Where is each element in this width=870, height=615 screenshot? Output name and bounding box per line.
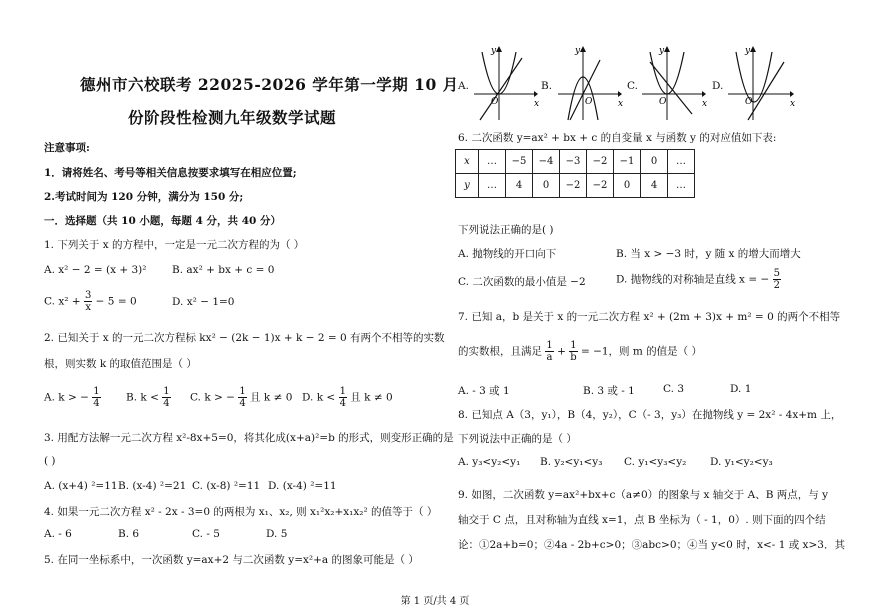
q5-graph-d — [726, 44, 796, 122]
q7-option-b: B. 3 或 - 1 — [583, 385, 635, 397]
table-row-x — [456, 150, 695, 174]
q3-stem-2: ( ) — [44, 455, 56, 467]
q1-option-c: C. x² + $\frac{3}{x}$ − 5 = 0 — [44, 290, 137, 313]
q2-stem-2: 根，则实数 k 的取值范围是（ ） — [44, 358, 197, 370]
q3-stem-1: 3. 用配方法解一元二次方程 x²-8x+5=0，将其化成(x+a)²=b 的形式，则变形正确的是 — [44, 432, 454, 444]
q5-graph-d-y-label: y — [745, 46, 751, 56]
q5-graph-a-x-label: x — [534, 99, 540, 109]
q2-option-a: A. k > − $\frac{1}{4}$ — [44, 386, 100, 409]
table-cell: 0 — [533, 174, 560, 198]
q5-graph-a-origin: O — [491, 97, 499, 107]
table-cell: −2 — [587, 174, 614, 198]
q6-option-a: A. 抛物线的开口向下 — [458, 248, 557, 260]
q1-option-a: A. x² − 2 = (x + 3)² — [44, 264, 147, 276]
section-heading: 一．选择题（共 10 小题，每题 4 分，共 40 分） — [44, 215, 281, 227]
q8-option-b: B. y₂<y₁<y₃ — [540, 456, 603, 468]
q1-option-d: D. x² − 1=0 — [172, 296, 235, 308]
q7-stem-2: 的实数根，且满足 $\frac{1}{a}$ + $\frac{1}{b}$ = −1，则 m 的值是（ ） — [458, 340, 703, 363]
q8-stem-2: 下列说法中正确的是（ ） — [458, 433, 577, 445]
q5-graph-c-x-label: x — [702, 99, 708, 109]
q3-option-a: A. (x+4) ²=11 — [44, 480, 118, 492]
q2-option-d: D. k < $\frac{1}{4}$ 且 k ≠ 0 — [302, 386, 393, 409]
q6-ask: 下列说法正确的是( ) — [458, 224, 554, 236]
q6-stem: 6. 二次函数 y=ax² + bx + c 的自变量 x 与函数 y 的对应值如下表: — [458, 132, 777, 144]
table-cell: … — [479, 174, 506, 198]
q5-graph-b — [556, 44, 622, 122]
table-cell: 4 — [506, 174, 533, 198]
q5-graph-d-x-label: x — [790, 99, 796, 109]
table-cell: 0 — [641, 150, 668, 174]
q2-option-b: B. k < $\frac{1}{4}$ — [126, 386, 170, 409]
q7-stem-1: 7. 已知 a，b 是关于 x 的一元二次方程 x² + (2m + 3)x + m² = 0 的两个不相等 — [458, 311, 841, 323]
table-cell: x — [456, 150, 479, 174]
q5-graph-c-origin: O — [659, 97, 667, 107]
notes-item-2: 2.考试时间为 120 分钟，满分为 150 分; — [44, 191, 244, 203]
q3-option-d: D. (x-4) ²=11 — [268, 480, 337, 492]
q5-label-c: C. — [627, 80, 638, 92]
q8-option-d: D. y₁<y₂<y₃ — [710, 456, 773, 468]
q8-stem-1: 8. 已知点 A（3，y₁），B（4，y₂），C（- 3，y₃）在抛物线 y = 2x² - 4x+m 上， — [458, 409, 842, 421]
q6-option-c: C. 二次函数的最小值是 −2 — [458, 276, 586, 288]
q3-option-c: C. (x-8) ²=11 — [192, 480, 261, 492]
table-row-y — [456, 174, 695, 198]
table-cell: −3 — [560, 150, 587, 174]
table-cell: … — [668, 174, 695, 198]
q8-option-c: C. y₁<y₃<y₂ — [624, 456, 687, 468]
q5-graph-c — [640, 44, 706, 122]
q5-graph-c-y-label: y — [659, 46, 665, 56]
q5-graph-b-y-label: y — [575, 46, 581, 56]
q5-graph-b-origin: O — [585, 97, 593, 107]
page-footer: 第 1 页/共 4 页 — [400, 596, 470, 607]
q5-graph-d-origin: O — [745, 97, 753, 107]
q7-option-a: A. - 3 或 1 — [458, 385, 510, 397]
q4-option-b: B. 6 — [118, 528, 140, 540]
table-cell: −5 — [506, 150, 533, 174]
q5-label-d: D. — [712, 80, 724, 92]
q5-graph-a-y-label: y — [491, 46, 497, 56]
notes-item-1: 1．请将姓名、考号等相关信息按要求填写在相应位置; — [44, 167, 297, 179]
q9-line-2: 轴交于 C 点，且对称轴为直线 x=1，点 B 坐标为（ - 1，0）. 则下面的四个结 — [458, 514, 826, 526]
q5-graph-a — [472, 44, 538, 122]
q6-value-table — [455, 149, 695, 198]
table-cell: −4 — [533, 150, 560, 174]
table-cell: 4 — [641, 174, 668, 198]
table-cell: −1 — [614, 150, 641, 174]
q4-option-d: D. 5 — [266, 528, 288, 540]
q4-option-a: A. - 6 — [44, 528, 72, 540]
q5-label-b: B. — [541, 80, 553, 92]
table-cell: −2 — [560, 174, 587, 198]
table-cell: −2 — [587, 150, 614, 174]
q2-stem-1: 2. 已知关于 x 的一元二次方程标 kx² − (2k − 1)x + k − 2 = 0 有两个不相等的实数 — [44, 332, 445, 344]
exam-title-line1: 德州市六校联考 22025-2026 学年第一学期 10 月 — [80, 75, 459, 94]
q5-label-a: A. — [458, 80, 469, 92]
q9-line-1: 9. 如图，二次函数 y=ax²+bx+c（a≠0）的图象与 x 轴交于 A、B 两点，与 y — [458, 489, 829, 501]
table-cell: 0 — [614, 174, 641, 198]
q2-option-c: C. k > − $\frac{1}{4}$ 且 k ≠ 0 — [190, 386, 293, 409]
table-cell: … — [479, 150, 506, 174]
q1-stem: 1. 下列关于 x 的方程中，一定是一元二次方程的为（ ） — [44, 239, 305, 251]
q8-option-a: A. y₃<y₂<y₁ — [458, 456, 521, 468]
q7-option-d: D. 1 — [730, 383, 752, 395]
exam-title-line2: 份阶段性检测九年级数学试题 — [128, 108, 337, 127]
q7-option-c: C. 3 — [663, 383, 685, 395]
q5-graph-b-x-label: x — [618, 99, 624, 109]
table-cell: … — [668, 150, 695, 174]
q4-option-c: C. - 5 — [192, 528, 220, 540]
q1-option-b: B. ax² + bx + c = 0 — [172, 264, 275, 276]
q6-option-b: B. 当 x > −3 时，y 随 x 的增大而增大 — [616, 248, 801, 260]
q6-option-d: D. 抛物线的对称轴是直线 x = − $\frac{5}{2}$ — [616, 268, 780, 291]
q5-stem: 5. 在同一坐标系中，一次函数 y=ax+2 与二次函数 y=x²+a 的图象可能是（ ） — [44, 554, 419, 566]
notes-heading: 注意事项: — [44, 142, 90, 154]
q3-option-b: B. (x-4) ²=21 — [118, 480, 187, 492]
q9-line-3: 论：①2a+b=0；②4a - 2b+c>0；③abc>0；④当 y<0 时，x<- 1 或 x>3．其 — [458, 539, 845, 551]
q4-stem: 4. 如果一元二次方程 x² - 2x - 3=0 的两根为 x₁、x₂, 则 x₁²x₂+x₁x₂² 的值等于（ ） — [44, 506, 438, 518]
table-cell: y — [456, 174, 479, 198]
